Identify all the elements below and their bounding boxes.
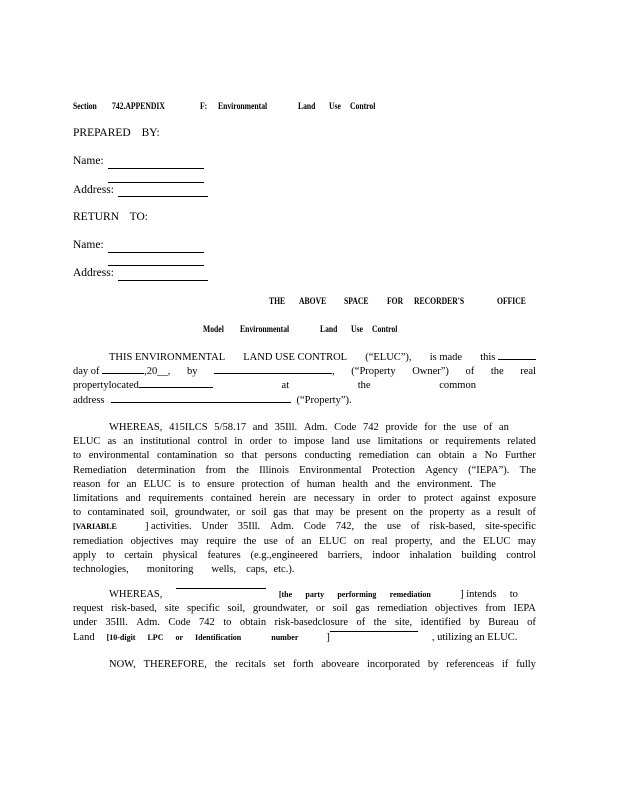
whereas1-line-7: to contaminated soil, groundwater, or soil gas that may be present on the property as a result of [73,507,536,519]
prepared-address-label: Address: [73,184,114,196]
whereas1-line-1: WHEREAS, 415ILCS 5/58.17 and 35Ill. Adm. Code 742 provide for the use of an [109,422,509,433]
model-title-control: Control [372,324,398,334]
prepared-by-heading: PREPARED BY: [73,127,160,139]
address-blank[interactable] [111,402,291,403]
now-therefore-line-1: NOW, THEREFORE, the recitals set forth aboveare incorporated by referenceas if fully [109,659,536,670]
prepared-name-line-2[interactable] [108,182,204,183]
intro-line-1: THIS ENVIRONMENTAL LAND USE CONTROL (“ELUC”), is made this [73,351,536,365]
recorder-for: FOR [387,296,404,306]
location-blank[interactable] [139,387,213,388]
whereas2-line-1: WHEREAS, [the party performing remediation ] intends to [109,589,518,600]
return-name-line-2[interactable] [108,265,204,266]
whereas1-line-5: reason for an ELUC is to ensure protection of human health and the environment. The [73,478,496,490]
whereas2-line-2: request risk-based, site specific soil, groundwater, or soil gas remediation objectives from IEPA [73,603,536,615]
header-appendix: 742.APPENDIX [112,101,165,111]
whereas1-line-9: remediation objectives may require the use of an ELUC on real property, and the ELUC may [73,535,536,547]
whereas1-line-6: limitations and requirements contained herein are necessary in order to protect against exposure [73,492,536,504]
paragraph-intro [73,351,536,408]
whereas1-line-4: Remediation determination from the Illinois Environmental Protection Agency (“IEPA”). The [73,464,536,476]
header-section: Section [73,101,97,111]
header-control: Control [350,101,376,111]
header-f: F: [200,101,208,111]
prepared-name-line[interactable] [108,168,204,169]
whereas1-line-10: apply to certain physical features (e.g.,engineered barriers, indoor inhalation building control [73,549,536,561]
paragraph-now-therefore [73,658,536,672]
recorder-space: SPACE [344,296,369,306]
header-land: Land [298,101,316,111]
month-blank[interactable] [102,373,144,374]
recorder-office: OFFICE [497,296,526,306]
party-blank[interactable] [176,588,266,589]
return-to-heading: RETURN TO: [73,211,148,223]
intro-line-2: day of ,20__, by , (“Property Owner”) of the real [73,366,536,378]
whereas1-line-2: ELUC as an institutional control in order to impose land use limitations or requirements related [73,436,536,448]
return-address-label: Address: [73,267,114,279]
paragraph-whereas-1 [73,421,536,577]
whereas2-line-4: Land [10-digit LPC or Identification number ] , utilizing an ELUC. [73,631,518,643]
recorder-above: ABOVE [299,296,327,306]
intro-line-4: address (“Property”). [73,394,352,406]
whereas1-line-3: to environmental contamination so that persons conducting remediation can obtain a No Further [73,450,536,462]
prepared-address-line[interactable] [118,196,208,197]
whereas2-line-3: under 35Ill. Adm. Code 742 to obtain risk-basedclosure of the site, identified by Bureau of [73,617,536,629]
intro-line-3: propertylocated at the common [73,380,476,392]
model-title-land: Land [320,324,338,334]
return-address-line[interactable] [118,280,208,281]
whereas1-line-11: technologies, monitoring wells, caps, etc.). [73,563,295,575]
header-environmental: Environmental [218,101,268,111]
return-name-label: Name: [73,239,104,251]
paragraph-whereas-2 [73,588,536,645]
lpc-number-blank[interactable] [330,631,418,632]
model-title-use: Use [351,324,363,334]
whereas1-line-8: [VARIABLE ] activities. Under 35Ill. Adm. Code 742, the use of risk-based, site-specific [73,520,536,534]
date-day-blank[interactable] [498,359,536,360]
prepared-name-label: Name: [73,155,104,167]
model-title-environmental: Environmental [240,324,290,334]
model-title-model: Model [203,324,224,334]
header-use: Use [329,101,341,111]
return-name-line[interactable] [108,252,204,253]
owner-name-blank[interactable] [214,373,332,374]
recorder-the: THE [269,296,286,306]
recorder-recorders: RECORDER'S [414,296,465,306]
variable-placeholder[interactable]: [VARIABLE [73,522,117,532]
